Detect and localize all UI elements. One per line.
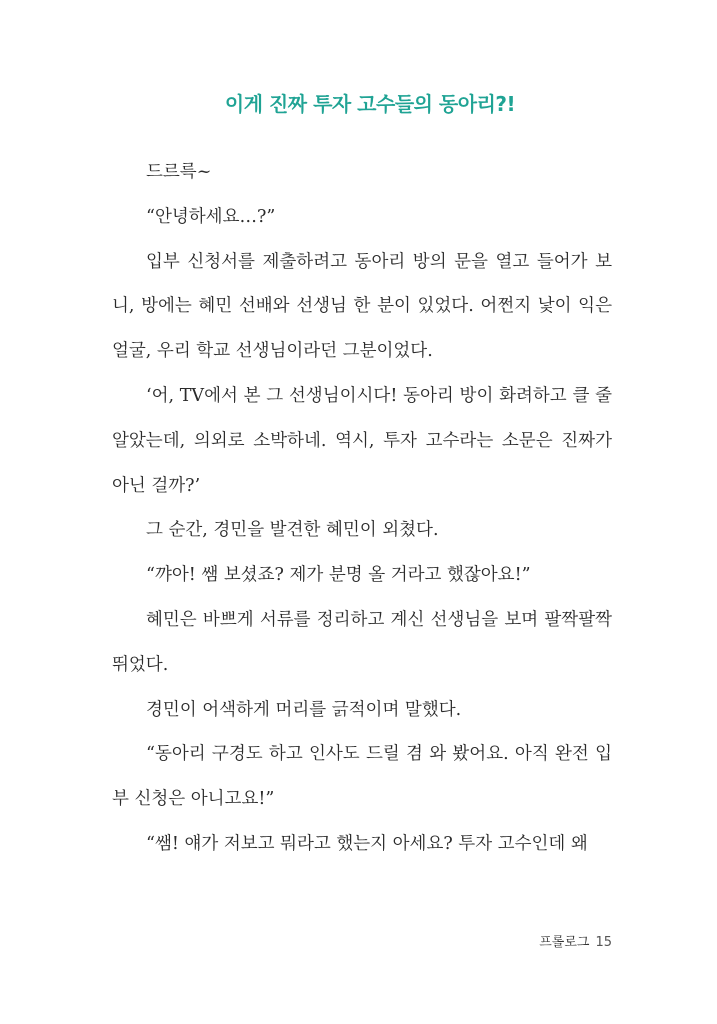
page-number: 15 <box>595 935 612 950</box>
paragraph: 혜민은 바쁘게 서류를 정리하고 계신 선생님을 보며 팔짝팔짝 뛰었다. <box>112 609 612 675</box>
paragraph: “안녕하세요…?” <box>146 206 276 227</box>
section-title: 이게 진짜 투자 고수들의 동아리?! <box>224 92 516 116</box>
paragraph: 입부 신청서를 제출하려고 동아리 방의 문을 열고 들어가 보니, 방에는 혜민 선배와 선생님 한 분이 있었다. 어쩐지 낯이 익은 얼굴, 우리 학교 선생님이라던 그분이었다. <box>112 251 612 362</box>
paragraph: 경민이 어색하게 머리를 긁적이며 말했다. <box>146 699 462 720</box>
paragraph: ‘어, TV에서 본 그 선생님이시다! 동아리 방이 화려하고 클 줄 알았는데, 의외로 소박하네. 역시, 투자 고수라는 소문은 진짜가 아닌 걸까?’ <box>112 385 612 496</box>
chapter-label: 프롤로그 <box>539 935 590 950</box>
paragraph: 드르륵~ <box>146 162 212 182</box>
paragraph: “동아리 구경도 하고 인사도 드릴 겸 와 봤어요. 아직 완전 입부 신청은 아니고요!” <box>112 744 612 810</box>
paragraph: 그 순간, 경민을 발견한 혜민이 외쳤다. <box>146 520 439 541</box>
paragraph: “쌤! 얘가 저보고 뭐라고 했는지 아세요? 투자 고수인데 왜 <box>146 833 588 854</box>
body-text <box>112 150 612 867</box>
paragraph: “꺄아! 쌤 보셨죠? 제가 분명 올 거라고 했잖아요!” <box>146 565 531 586</box>
page-footer <box>539 931 612 950</box>
